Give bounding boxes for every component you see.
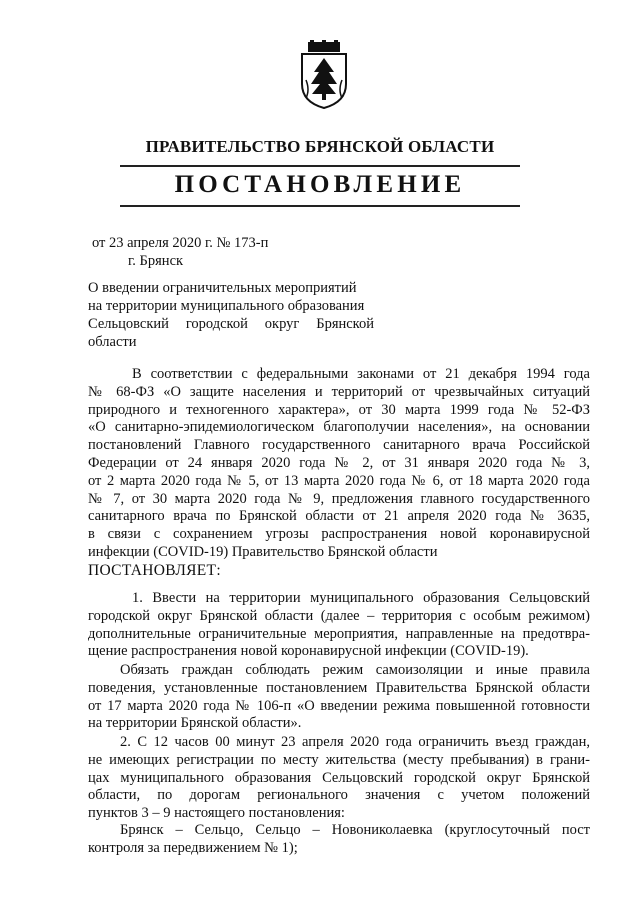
text-line: дополнительные ограничительные мероприятия, направленные на предотвра- [88, 625, 590, 642]
text-line: поведения, установленные постановлением Правительства Брянской области [88, 679, 590, 696]
decree-word: ПОСТАНОВЛЯЕТ: [88, 561, 221, 579]
government-name: ПРАВИТЕЛЬСТВО БРЯНСКОЙ ОБЛАСТИ [145, 137, 495, 156]
text-line: В соответствии с федеральными законами от 21 декабря 1994 года [132, 366, 590, 382]
text-line: области, по дорогам регионального значения с учетом положений [88, 787, 590, 804]
subject-line: О введении ограничительных мероприятий [88, 280, 357, 296]
header-divider-bottom [120, 205, 520, 207]
text-line: Федерации от 24 января 2020 года № 2, от 31 января 2020 года № 3, [88, 454, 590, 471]
text-line: 2. С 12 часов 00 минут 23 апреля 2020 года ограничить въезд граждан, [120, 734, 590, 750]
text-line: цах муниципального образования Сельцовский городской округ Брянской [88, 769, 590, 786]
date-and-number: от 23 апреля 2020 г. № 173-п [92, 235, 269, 251]
text-line: на территории Брянской области». [88, 715, 302, 732]
subject-block [88, 279, 374, 351]
text-line: инфекции (COVID-19) Правительство Брянской области [88, 543, 438, 560]
text-line: санитарного врача по Брянской области от 21 апреля 2020 года № 3635, [88, 508, 590, 525]
header-divider-top [120, 165, 520, 167]
document-type-title: ПОСТАНОВЛЕНИЕ [174, 171, 466, 198]
coat-of-arms-emblem [298, 40, 350, 110]
text-line: № 68-ФЗ «О защите населения и территорий от чрезвычайных ситуаций [88, 383, 590, 400]
text-line: в связи с сохранением угрозы распространения новой коронавирусной [88, 526, 590, 543]
text-line: щение распространения новой коронавирусной инфекции (COVID-19). [88, 643, 529, 660]
item-2-paragraph [88, 734, 590, 823]
preamble-paragraph [88, 366, 590, 580]
subject-line: на территории муниципального образования [88, 298, 365, 314]
city: г. Брянск [128, 253, 184, 269]
text-line: пунктов 3 – 9 настоящего постановления: [88, 805, 345, 822]
subject-line: области [88, 334, 137, 350]
obligation-paragraph [88, 662, 590, 733]
text-line: «О санитарно-эпидемиологическом благополучии населения», на основании [88, 419, 590, 436]
item-1-paragraph [88, 590, 590, 661]
text-line: № 7, от 30 марта 2020 года № 9, предложения главного государственного [88, 490, 590, 507]
subject-line: Сельцовский городской округ Брянской [88, 316, 374, 332]
text-line: постановлений Главного государственного санитарного врача Российской [88, 437, 590, 454]
text-line: природного и техногенного характера», от 30 марта 1999 года № 52-ФЗ [88, 401, 590, 418]
text-line: от 2 марта 2020 года № 5, от 13 марта 2020 года № 6, от 18 марта 2020 года [88, 472, 590, 489]
text-line: контроля за передвижением № 1); [88, 839, 298, 856]
text-line: Обязать граждан соблюдать режим самоизоляции и иные правила [120, 662, 590, 678]
text-line: от 17 марта 2020 года № 106-п «О введении режима повышенной готовности [88, 697, 590, 714]
route-paragraph [88, 822, 590, 858]
text-line: Брянск – Сельцо, Сельцо – Новониколаевка (круглосуточный пост [120, 822, 590, 838]
text-line: городской округ Брянской области (далее – территория с особым режимом) [88, 607, 590, 624]
text-line: не имеющих регистрации по месту жительства (месту пребывания) в грани- [88, 751, 590, 768]
text-line: 1. Ввести на территории муниципального образования Сельцовский [132, 590, 590, 606]
